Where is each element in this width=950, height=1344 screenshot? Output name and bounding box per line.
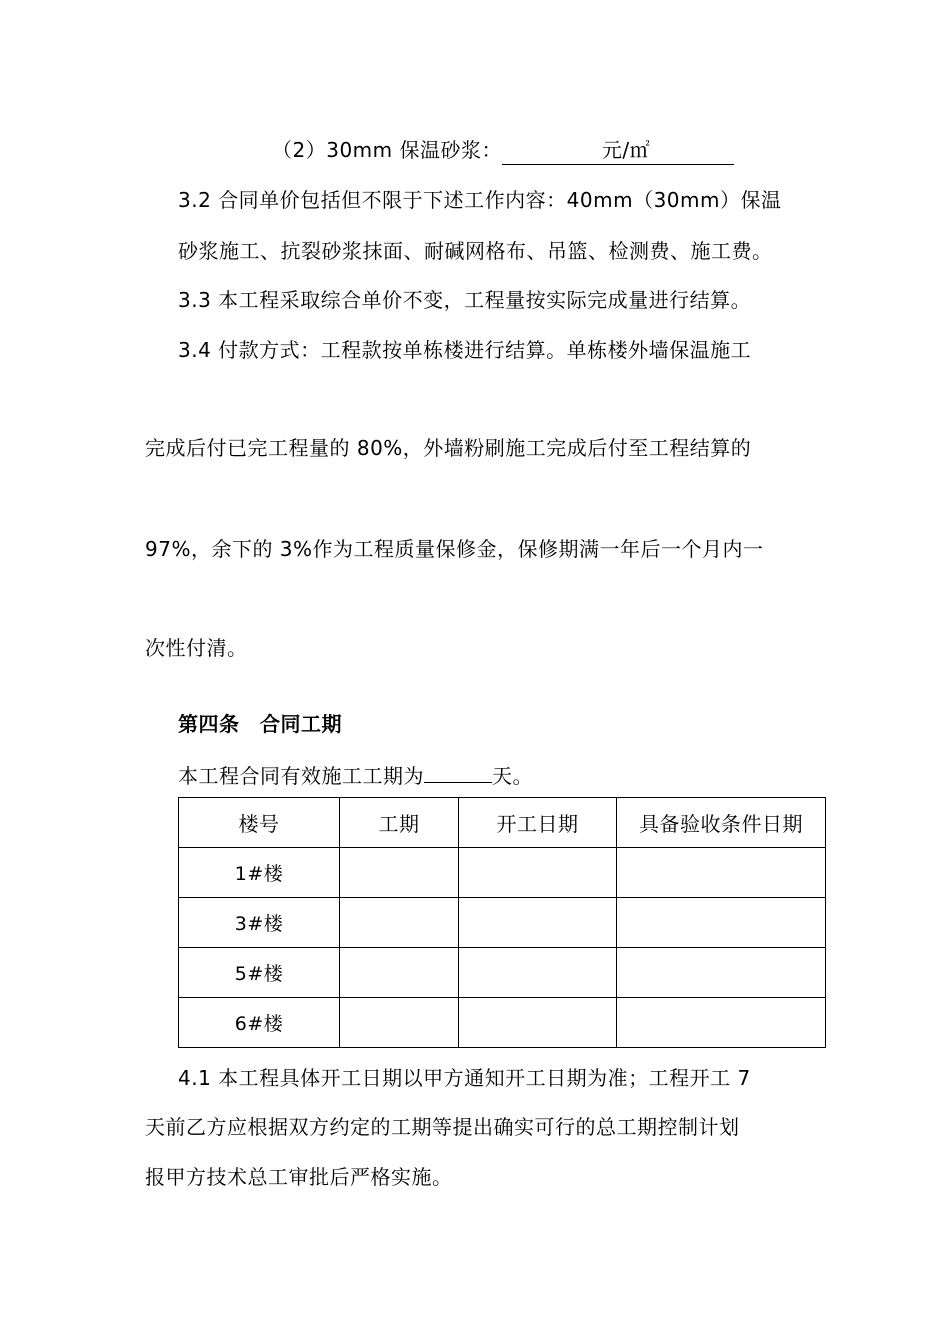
header-building-no: 楼号 [179, 798, 340, 848]
construction-period-unit: 天。 [492, 764, 533, 788]
building-cell: 6#楼 [179, 998, 340, 1048]
acceptance-date-cell [617, 898, 826, 948]
start-date-cell [459, 898, 617, 948]
start-date-cell [459, 948, 617, 998]
header-duration: 工期 [340, 798, 459, 848]
construction-period-line [178, 760, 533, 790]
clause-3-4-line-4: 次性付清。 [145, 636, 248, 660]
clause-4-1-line-1: 4.1 本工程具体开工日期以甲方通知开工日期为准；工程开工 7 [178, 1066, 751, 1090]
header-acceptance-date: 具备验收条件日期 [617, 798, 826, 848]
header-start-date: 开工日期 [459, 798, 617, 848]
clause-3-2-line-2: 砂浆施工、抗裂砂浆抹面、耐碱网格布、吊篮、检测费、施工费。 [178, 239, 773, 263]
building-cell: 5#楼 [179, 948, 340, 998]
clause-3-4-line-1: 3.4 付款方式：工程款按单栋楼进行结算。单栋楼外墙保温施工 [178, 338, 752, 362]
table-row [179, 998, 826, 1048]
duration-cell [340, 848, 459, 898]
acceptance-date-cell [617, 998, 826, 1048]
price-line-label: （2）30mm 保温砂浆： [272, 138, 502, 162]
building-cell: 1#楼 [179, 848, 340, 898]
building-cell: 3#楼 [179, 898, 340, 948]
table-row [179, 898, 826, 948]
acceptance-date-cell [617, 848, 826, 898]
clause-4-1-line-2: 天前乙方应根据双方约定的工期等提出确实可行的总工期控制计划 [145, 1115, 740, 1139]
clause-3-4-line-3: 97%，余下的 3%作为工程质量保修金，保修期满一年后一个月内一 [145, 537, 764, 561]
duration-cell [340, 898, 459, 948]
construction-schedule-table [178, 797, 826, 1048]
table-row [179, 948, 826, 998]
clause-3-4-line-2: 完成后付已完工程量的 80%，外墙粉刷施工完成后付至工程结算的 [145, 436, 752, 460]
clause-4-1-line-3: 报甲方技术总工审批后严格实施。 [145, 1165, 453, 1189]
clause-3-3: 3.3 本工程采取综合单价不变，工程量按实际完成量进行结算。 [178, 288, 752, 312]
price-line [272, 136, 734, 165]
clause-3-2-line-1: 3.2 合同单价包括但不限于下述工作内容：40mm（30mm）保温 [178, 188, 782, 212]
duration-cell [340, 998, 459, 1048]
acceptance-date-cell [617, 948, 826, 998]
start-date-cell [459, 998, 617, 1048]
duration-cell [340, 948, 459, 998]
table-header-row [179, 798, 826, 848]
construction-period-blank [424, 760, 492, 783]
table-row [179, 848, 826, 898]
start-date-cell [459, 848, 617, 898]
unit-price-blank [502, 136, 734, 165]
article-4-title: 第四条 合同工期 [178, 712, 342, 736]
construction-period-label: 本工程合同有效施工工期为 [178, 764, 424, 788]
price-unit: 元/㎡ [601, 138, 651, 162]
